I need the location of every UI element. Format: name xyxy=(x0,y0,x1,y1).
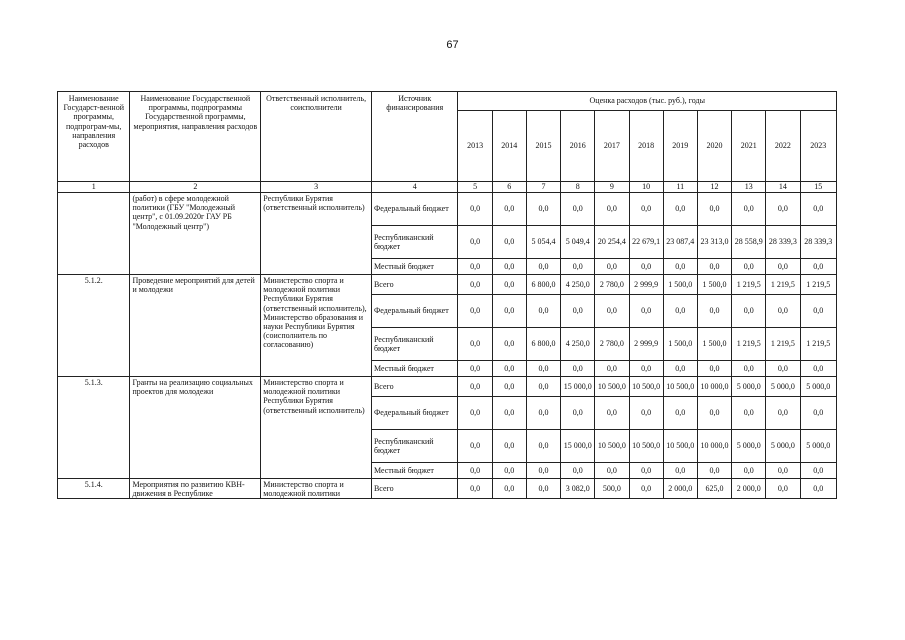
value-cell: 0,0 xyxy=(732,361,766,377)
value-cell: 28 339,3 xyxy=(800,226,836,259)
value-cell: 0,0 xyxy=(732,193,766,226)
value-cell: 0,0 xyxy=(458,259,492,275)
value-cell: 1 219,5 xyxy=(732,328,766,361)
value-cell: 10 500,0 xyxy=(663,430,697,463)
funding-source-cell: Местный бюджет xyxy=(371,259,458,275)
value-cell: 0,0 xyxy=(492,226,526,259)
value-cell: 3 082,0 xyxy=(561,479,595,499)
column-number-cell: 15 xyxy=(800,182,836,193)
value-cell: 0,0 xyxy=(800,463,836,479)
value-cell: 1 219,5 xyxy=(800,328,836,361)
value-cell: 2 999,9 xyxy=(629,275,663,295)
value-cell: 5 054,4 xyxy=(526,226,560,259)
value-cell: 1 500,0 xyxy=(697,275,731,295)
value-cell: 0,0 xyxy=(458,479,492,499)
column-number-cell: 5 xyxy=(458,182,492,193)
value-cell: 0,0 xyxy=(595,361,629,377)
column-number-cell: 3 xyxy=(261,182,372,193)
value-cell: 15 000,0 xyxy=(561,430,595,463)
column-number-row xyxy=(58,182,837,193)
value-cell: 0,0 xyxy=(595,397,629,430)
column-number-cell: 14 xyxy=(766,182,800,193)
value-cell: 0,0 xyxy=(492,430,526,463)
value-cell: 0,0 xyxy=(561,193,595,226)
column-number-cell: 9 xyxy=(595,182,629,193)
value-cell: 1 500,0 xyxy=(663,275,697,295)
year-header-cell: 2019 xyxy=(663,111,697,182)
value-cell: 0,0 xyxy=(766,397,800,430)
column-number-cell: 10 xyxy=(629,182,663,193)
value-cell: 0,0 xyxy=(492,193,526,226)
column-number-cell: 1 xyxy=(58,182,130,193)
value-cell: 10 500,0 xyxy=(629,377,663,397)
funding-source-cell: Федеральный бюджет xyxy=(371,295,458,328)
table-body xyxy=(58,92,837,499)
value-cell: 5 000,0 xyxy=(732,430,766,463)
column-number-cell: 13 xyxy=(732,182,766,193)
value-cell: 0,0 xyxy=(526,295,560,328)
value-cell: 6 800,0 xyxy=(526,328,560,361)
item-name-cell: Гранты на реализацию социальных проектов для молодежи xyxy=(130,377,261,479)
value-cell: 20 254,4 xyxy=(595,226,629,259)
value-cell: 0,0 xyxy=(629,259,663,275)
year-header-cell: 2017 xyxy=(595,111,629,182)
value-cell: 0,0 xyxy=(766,259,800,275)
header-name-cell: Наименование Государст-венной программы, подпрограм-мы, направления расходов xyxy=(58,92,130,182)
funding-source-cell: Федеральный бюджет xyxy=(371,193,458,226)
value-cell: 0,0 xyxy=(766,479,800,499)
funding-source-cell: Всего xyxy=(371,479,458,499)
funding-source-cell: Местный бюджет xyxy=(371,463,458,479)
value-cell: 0,0 xyxy=(595,259,629,275)
value-cell: 0,0 xyxy=(697,361,731,377)
year-header-cell: 2018 xyxy=(629,111,663,182)
item-executor-cell: Министерство спорта и молодежной политики Республики Бурятия (ответственный исполнитель), Министерство образования и науки Республики Бурятия (соисполнитель по согласованию) xyxy=(261,275,372,377)
column-number-cell: 11 xyxy=(663,182,697,193)
value-cell: 0,0 xyxy=(697,295,731,328)
column-number-cell: 8 xyxy=(561,182,595,193)
value-cell: 0,0 xyxy=(800,295,836,328)
value-cell: 0,0 xyxy=(766,361,800,377)
value-cell: 0,0 xyxy=(629,193,663,226)
item-name-cell: Проведение мероприятий для детей и молодежи xyxy=(130,275,261,377)
value-cell: 0,0 xyxy=(492,275,526,295)
value-cell: 0,0 xyxy=(663,295,697,328)
value-cell: 10 500,0 xyxy=(595,430,629,463)
item-index-cell: 5.1.2. xyxy=(58,275,130,377)
value-cell: 0,0 xyxy=(561,397,595,430)
value-cell: 5 000,0 xyxy=(800,430,836,463)
value-cell: 0,0 xyxy=(492,361,526,377)
item-name-cell: (работ) в сфере молодежной политики (ГБУ "Молодежный центр", с 01.09.2020г ГАУ РБ "Молодежный центр") xyxy=(130,193,261,275)
column-number-cell: 4 xyxy=(371,182,458,193)
value-cell: 0,0 xyxy=(561,295,595,328)
item-executor-cell: Министерство спорта и молодежной политики xyxy=(261,479,372,499)
value-cell: 4 250,0 xyxy=(561,328,595,361)
table-row xyxy=(58,479,837,499)
value-cell: 28 339,3 xyxy=(766,226,800,259)
value-cell: 0,0 xyxy=(561,361,595,377)
value-cell: 23 087,4 xyxy=(663,226,697,259)
header-executor-cell: Ответственный исполнитель, соисполнители xyxy=(261,92,372,182)
value-cell: 2 000,0 xyxy=(663,479,697,499)
value-cell: 0,0 xyxy=(526,479,560,499)
value-cell: 0,0 xyxy=(526,193,560,226)
value-cell: 6 800,0 xyxy=(526,275,560,295)
value-cell: 0,0 xyxy=(629,463,663,479)
value-cell: 0,0 xyxy=(800,193,836,226)
value-cell: 0,0 xyxy=(526,361,560,377)
value-cell: 0,0 xyxy=(766,295,800,328)
year-header-cell: 2023 xyxy=(800,111,836,182)
value-cell: 2 780,0 xyxy=(595,328,629,361)
value-cell: 625,0 xyxy=(697,479,731,499)
value-cell: 15 000,0 xyxy=(561,377,595,397)
value-cell: 1 500,0 xyxy=(663,328,697,361)
funding-source-cell: Республиканский бюджет xyxy=(371,226,458,259)
value-cell: 0,0 xyxy=(458,397,492,430)
value-cell: 5 000,0 xyxy=(766,430,800,463)
header-program-cell: Наименование Государственной программы, подпрограммы Государственной программы, мероприятия, направления расходов xyxy=(130,92,261,182)
value-cell: 0,0 xyxy=(663,361,697,377)
value-cell: 0,0 xyxy=(561,259,595,275)
value-cell: 0,0 xyxy=(492,479,526,499)
year-header-cell: 2016 xyxy=(561,111,595,182)
value-cell: 28 558,9 xyxy=(732,226,766,259)
value-cell: 0,0 xyxy=(595,193,629,226)
value-cell: 1 219,5 xyxy=(766,275,800,295)
value-cell: 0,0 xyxy=(732,397,766,430)
value-cell: 0,0 xyxy=(800,479,836,499)
funding-source-cell: Федеральный бюджет xyxy=(371,397,458,430)
value-cell: 0,0 xyxy=(697,259,731,275)
value-cell: 10 000,0 xyxy=(697,430,731,463)
value-cell: 0,0 xyxy=(595,295,629,328)
value-cell: 0,0 xyxy=(663,259,697,275)
item-index-cell: 5.1.4. xyxy=(58,479,130,499)
year-header-cell: 2020 xyxy=(697,111,731,182)
item-index-cell: 5.1.3. xyxy=(58,377,130,479)
year-header-cell: 2013 xyxy=(458,111,492,182)
value-cell: 1 219,5 xyxy=(766,328,800,361)
value-cell: 5 049,4 xyxy=(561,226,595,259)
funding-source-cell: Республиканский бюджет xyxy=(371,430,458,463)
value-cell: 1 219,5 xyxy=(732,275,766,295)
value-cell: 0,0 xyxy=(629,479,663,499)
value-cell: 0,0 xyxy=(526,463,560,479)
value-cell: 0,0 xyxy=(732,463,766,479)
funding-source-cell: Всего xyxy=(371,377,458,397)
value-cell: 2 999,9 xyxy=(629,328,663,361)
value-cell: 0,0 xyxy=(458,377,492,397)
value-cell: 0,0 xyxy=(663,193,697,226)
value-cell: 0,0 xyxy=(458,361,492,377)
column-number-cell: 2 xyxy=(130,182,261,193)
value-cell: 0,0 xyxy=(561,463,595,479)
value-cell: 5 000,0 xyxy=(766,377,800,397)
column-number-cell: 6 xyxy=(492,182,526,193)
value-cell: 0,0 xyxy=(526,377,560,397)
value-cell: 0,0 xyxy=(732,259,766,275)
value-cell: 0,0 xyxy=(663,397,697,430)
funding-source-cell: Республиканский бюджет xyxy=(371,328,458,361)
value-cell: 0,0 xyxy=(732,295,766,328)
value-cell: 0,0 xyxy=(800,259,836,275)
value-cell: 0,0 xyxy=(663,463,697,479)
year-header-cell: 2014 xyxy=(492,111,526,182)
value-cell: 10 500,0 xyxy=(663,377,697,397)
year-header-cell: 2022 xyxy=(766,111,800,182)
value-cell: 0,0 xyxy=(492,397,526,430)
value-cell: 22 679,1 xyxy=(629,226,663,259)
item-index-cell xyxy=(58,193,130,275)
value-cell: 0,0 xyxy=(629,361,663,377)
value-cell: 0,0 xyxy=(595,463,629,479)
value-cell: 4 250,0 xyxy=(561,275,595,295)
value-cell: 2 780,0 xyxy=(595,275,629,295)
value-cell: 0,0 xyxy=(492,259,526,275)
table-row xyxy=(58,377,837,397)
value-cell: 5 000,0 xyxy=(732,377,766,397)
value-cell: 0,0 xyxy=(492,328,526,361)
table-row xyxy=(58,193,837,226)
value-cell: 0,0 xyxy=(766,463,800,479)
header-source-cell: Источник финансирования xyxy=(371,92,458,182)
table-row xyxy=(58,275,837,295)
value-cell: 10 000,0 xyxy=(697,377,731,397)
item-name-cell: Мероприятия по развитию КВН-движения в Республике xyxy=(130,479,261,499)
column-number-cell: 12 xyxy=(697,182,731,193)
value-cell: 0,0 xyxy=(766,193,800,226)
value-cell: 0,0 xyxy=(458,226,492,259)
value-cell: 0,0 xyxy=(492,295,526,328)
value-cell: 23 313,0 xyxy=(697,226,731,259)
value-cell: 0,0 xyxy=(526,397,560,430)
value-cell: 0,0 xyxy=(697,397,731,430)
value-cell: 0,0 xyxy=(458,328,492,361)
value-cell: 0,0 xyxy=(526,430,560,463)
value-cell: 0,0 xyxy=(492,463,526,479)
value-cell: 0,0 xyxy=(458,463,492,479)
item-executor-cell: Республики Бурятия (ответственный исполнитель) xyxy=(261,193,372,275)
year-header-cell: 2015 xyxy=(526,111,560,182)
value-cell: 1 500,0 xyxy=(697,328,731,361)
value-cell: 0,0 xyxy=(697,193,731,226)
budget-table xyxy=(57,91,837,499)
value-cell: 5 000,0 xyxy=(800,377,836,397)
value-cell: 2 000,0 xyxy=(732,479,766,499)
funding-source-cell: Всего xyxy=(371,275,458,295)
value-cell: 0,0 xyxy=(629,295,663,328)
page-number: 67 xyxy=(446,39,459,51)
value-cell: 0,0 xyxy=(800,397,836,430)
value-cell: 0,0 xyxy=(526,259,560,275)
value-cell: 0,0 xyxy=(458,275,492,295)
value-cell: 500,0 xyxy=(595,479,629,499)
value-cell: 10 500,0 xyxy=(629,430,663,463)
value-cell: 0,0 xyxy=(458,193,492,226)
value-cell: 0,0 xyxy=(458,430,492,463)
year-header-cell: 2021 xyxy=(732,111,766,182)
value-cell: 0,0 xyxy=(697,463,731,479)
value-cell: 0,0 xyxy=(800,361,836,377)
column-number-cell: 7 xyxy=(526,182,560,193)
value-cell: 10 500,0 xyxy=(595,377,629,397)
value-cell: 0,0 xyxy=(492,377,526,397)
header-estimate-cell: Оценка расходов (тыс. руб.), годы xyxy=(458,92,837,111)
header-row xyxy=(58,92,837,111)
item-executor-cell: Министерство спорта и молодежной политики Республики Бурятия (ответственный исполнитель) xyxy=(261,377,372,479)
funding-source-cell: Местный бюджет xyxy=(371,361,458,377)
value-cell: 0,0 xyxy=(458,295,492,328)
value-cell: 1 219,5 xyxy=(800,275,836,295)
value-cell: 0,0 xyxy=(629,397,663,430)
